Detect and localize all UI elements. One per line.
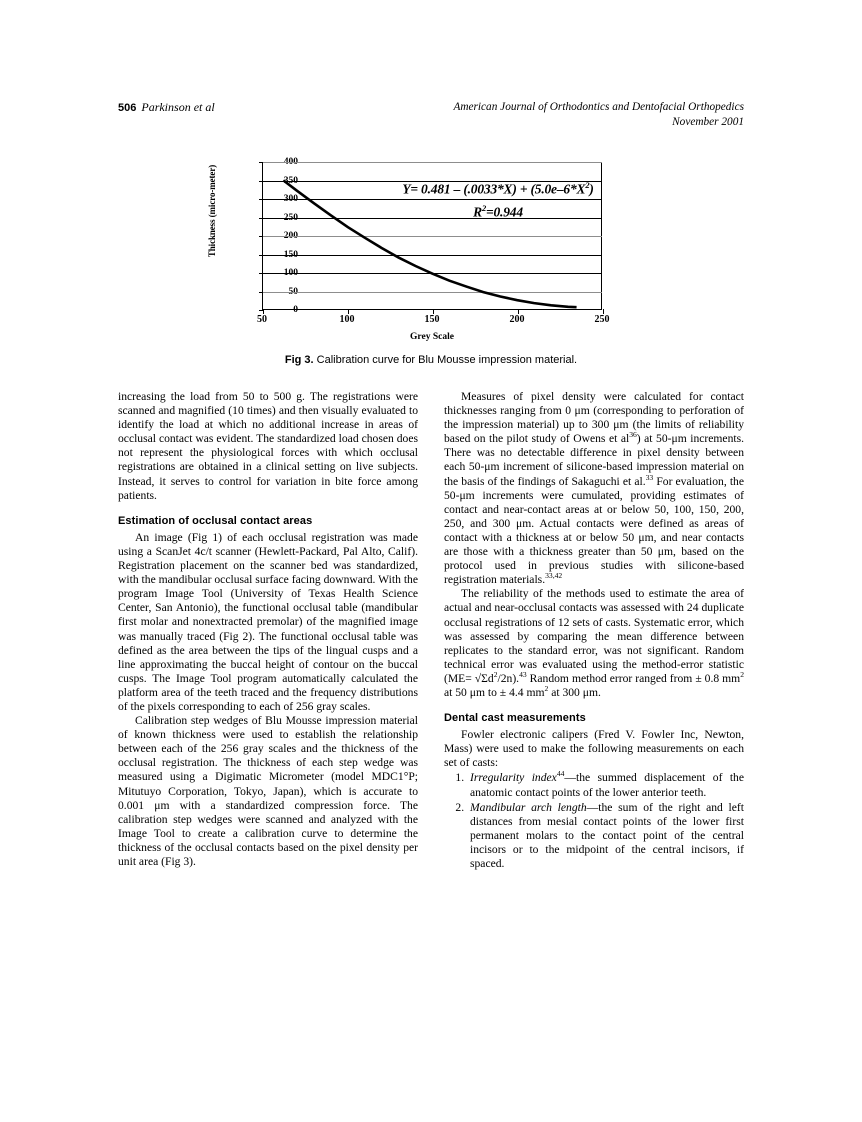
list-item: [467, 771, 744, 799]
running-head-left: [118, 100, 215, 115]
equation-line-1-exponent: 2: [585, 180, 590, 190]
reliability-text-e: at 300 μm.: [548, 685, 601, 699]
equation-line-1-close: ): [589, 181, 594, 197]
section-heading-dental-cast: Dental cast measurements: [444, 712, 586, 725]
chart-container: [118, 150, 744, 350]
paragraph-continued: increasing the load from 50 to 500 g. The registrations were scanned and magnified (10 times) and then visually evaluated to identify the load at which no additional increase in areas of occlusal contact was evident. The standardized load chosen does not represent the physiological forces with which occlusal registrations are obtained in a clinical setting on live subjects. Instead, it serves to control for variation in bite force among patients.: [118, 390, 418, 502]
chart-inner: [207, 150, 642, 350]
measurement-name: Irregularity index: [470, 771, 557, 785]
equation-annotation: [383, 176, 613, 221]
reliability-text-b: /2n).: [497, 671, 520, 685]
reference-marker: 44: [556, 769, 565, 779]
measurement-description: —the summed displacement of the anatomic contact points of the lower anterior teeth.: [470, 771, 744, 799]
x-tick-label: 150: [424, 314, 440, 325]
y-tick-label: 350: [283, 175, 298, 186]
reliability-text-a: The reliability of the methods used to estimate the area of actual and near-occlusal contacts was assessed with 24 duplicate occlusal registrations of 12 sets of casts. Systematic error, which was assessed by comparing the mean difference between replicates to the standard error, was not significant. Random technical error was evaluated using the method-error statistic (ME= √Σd: [444, 587, 744, 685]
paragraph-pixel-density: [444, 390, 744, 587]
x-axis-title: Grey Scale: [410, 332, 454, 342]
d-exponent: 2: [493, 670, 498, 680]
pixel-density-text-c: For evaluation, the 50-μm increments were cumulated, providing estimates of contact and near-contact areas at or below 50, 100, 150, 200, 250, and 300 μm. Actual contacts were defined as areas of contact with a thickness at or below 50 μm, and near contacts are those with a thickness greater than 50 μm, based on the protocol used in previous studies with silicone-based registration materials.: [444, 474, 744, 587]
reference-33-42: 33,42: [545, 571, 563, 581]
paragraph-image-tool: An image (Fig 1) of each occlusal registration was made using a ScanJet 4c/t scanner (Hewlett-Packard, Pal Alto, Calif). Registration placement on the scanner bed was standardized, with the mandibular occlusal surface facing downward. With the program Image Tool (University of Texas Health Science Center, San Antonio), the functional occlusal table (mandibular first molar and nonextracted premolar) of the magnified image was manually traced (Fig 2). The functional occlusal table was defined as the area between the tips of the lingual cusps and a line approximating the buccal height of contour on the buccal cusps. The Image Tool program automatically calculated the platform area of the teeth traced and the frequency distributions of the pixels corresponding to each of 256 gray scales.: [118, 530, 418, 713]
equation-line-1: [383, 176, 613, 199]
paragraph-calipers: Fowler electronic calipers (Fred V. Fowler Inc, Newton, Mass) were used to make the following measurements on each set of casts:: [444, 728, 744, 770]
r-squared-value: =0.944: [486, 204, 523, 219]
figure-3: [118, 150, 744, 366]
body-column-left: [118, 390, 418, 869]
paragraph-calibration: Calibration step wedges of Blu Mousse impression material of known thickness were used to establish the relationship between each of the 256 gray scales and the thickness of the occlusal registration. The thickness of each step wedge was measured using a Digimatic Micrometer (model MDC1°P; Mitutuyo Corporation, Tokyo, Japan), which is accurate to 0.001 μm with a standardized compression force. The calibration step wedges were scanned and analyzed with the Image Tool to create a calibration curve to determine the thickness of the occlusal contacts based on the pixel density per unit area (Fig 3).: [118, 714, 418, 868]
y-tick-label: 100: [283, 268, 298, 278]
y-tick-label: 200: [283, 231, 298, 241]
y-tick-label: 50: [288, 286, 298, 297]
plot-area: [262, 162, 602, 310]
figure-caption-label: Fig 3.: [284, 354, 314, 366]
running-head: [118, 100, 744, 140]
y-axis-title: Thickness (micro-meter): [207, 164, 217, 258]
journal-title: American Journal of Orthodontics and Dentofacial Orthopedics: [453, 101, 744, 113]
list-item: [467, 801, 744, 871]
figure-caption: [118, 354, 744, 366]
equation-line-1-text: Y= 0.481 – (.0033*X) + (5.0e–6*X: [402, 181, 586, 197]
r-symbol: R: [473, 204, 482, 219]
x-tick-label: 50: [257, 314, 267, 325]
pixel-density-text-b: ) at 50-μm increments. There was no detectable difference in pixel density between each 50-μm increment of silicone-based impression material on the basis of the findings of Sakaguchi et al.: [444, 432, 744, 488]
reliability-text-c: Random method error ranged from ± 0.8 mm: [526, 671, 741, 685]
section-heading-estimation: Estimation of occlusal contact areas: [118, 514, 313, 527]
y-tick-label: 0: [293, 305, 298, 315]
x-tick-label: 250: [594, 314, 610, 325]
y-tick-label: 250: [283, 212, 298, 223]
running-head-authors: Parkinson et al: [141, 100, 215, 114]
x-tick-label: 200: [509, 314, 525, 325]
y-tick-label: 400: [283, 157, 298, 167]
reliability-text-d: at 50 μm to ± 4.4 mm: [444, 685, 545, 699]
reference-33: 33: [645, 472, 654, 482]
paragraph-reliability: [444, 587, 744, 700]
measurement-name: Mandibular arch length: [470, 800, 587, 814]
mm-exponent-2: 2: [544, 684, 549, 694]
reference-43: 43: [519, 670, 527, 680]
equation-line-2: [383, 199, 613, 222]
pixel-density-text-a: Measures of pixel density were calculated for contact thicknesses ranging from 0 μm (corresponding to perforation of the impression material) up to 300 μm (the limits of reliability based on the pilot study of Owens et al: [444, 390, 744, 446]
measurement-description: —the sum of the right and left distances from mesial contact points of the lower first permanent molars to the contact point of the central incisors or to the midpoint of the central incisors, if spaced.: [470, 800, 744, 870]
measurements-list: [444, 771, 744, 871]
y-tick-label: 300: [283, 194, 298, 204]
running-head-right: [453, 100, 744, 130]
x-tick-label: 100: [339, 314, 355, 325]
body-column-right: [444, 390, 744, 871]
figure-caption-text: Calibration curve for Blu Mousse impression material.: [313, 354, 578, 366]
y-tick-label: 150: [283, 249, 298, 260]
issue-date: November 2001: [672, 116, 744, 128]
mm-exponent-1: 2: [740, 670, 744, 680]
r-exponent: 2: [481, 202, 486, 213]
reference-36: 36: [629, 430, 637, 440]
page-number: 506: [118, 102, 137, 114]
